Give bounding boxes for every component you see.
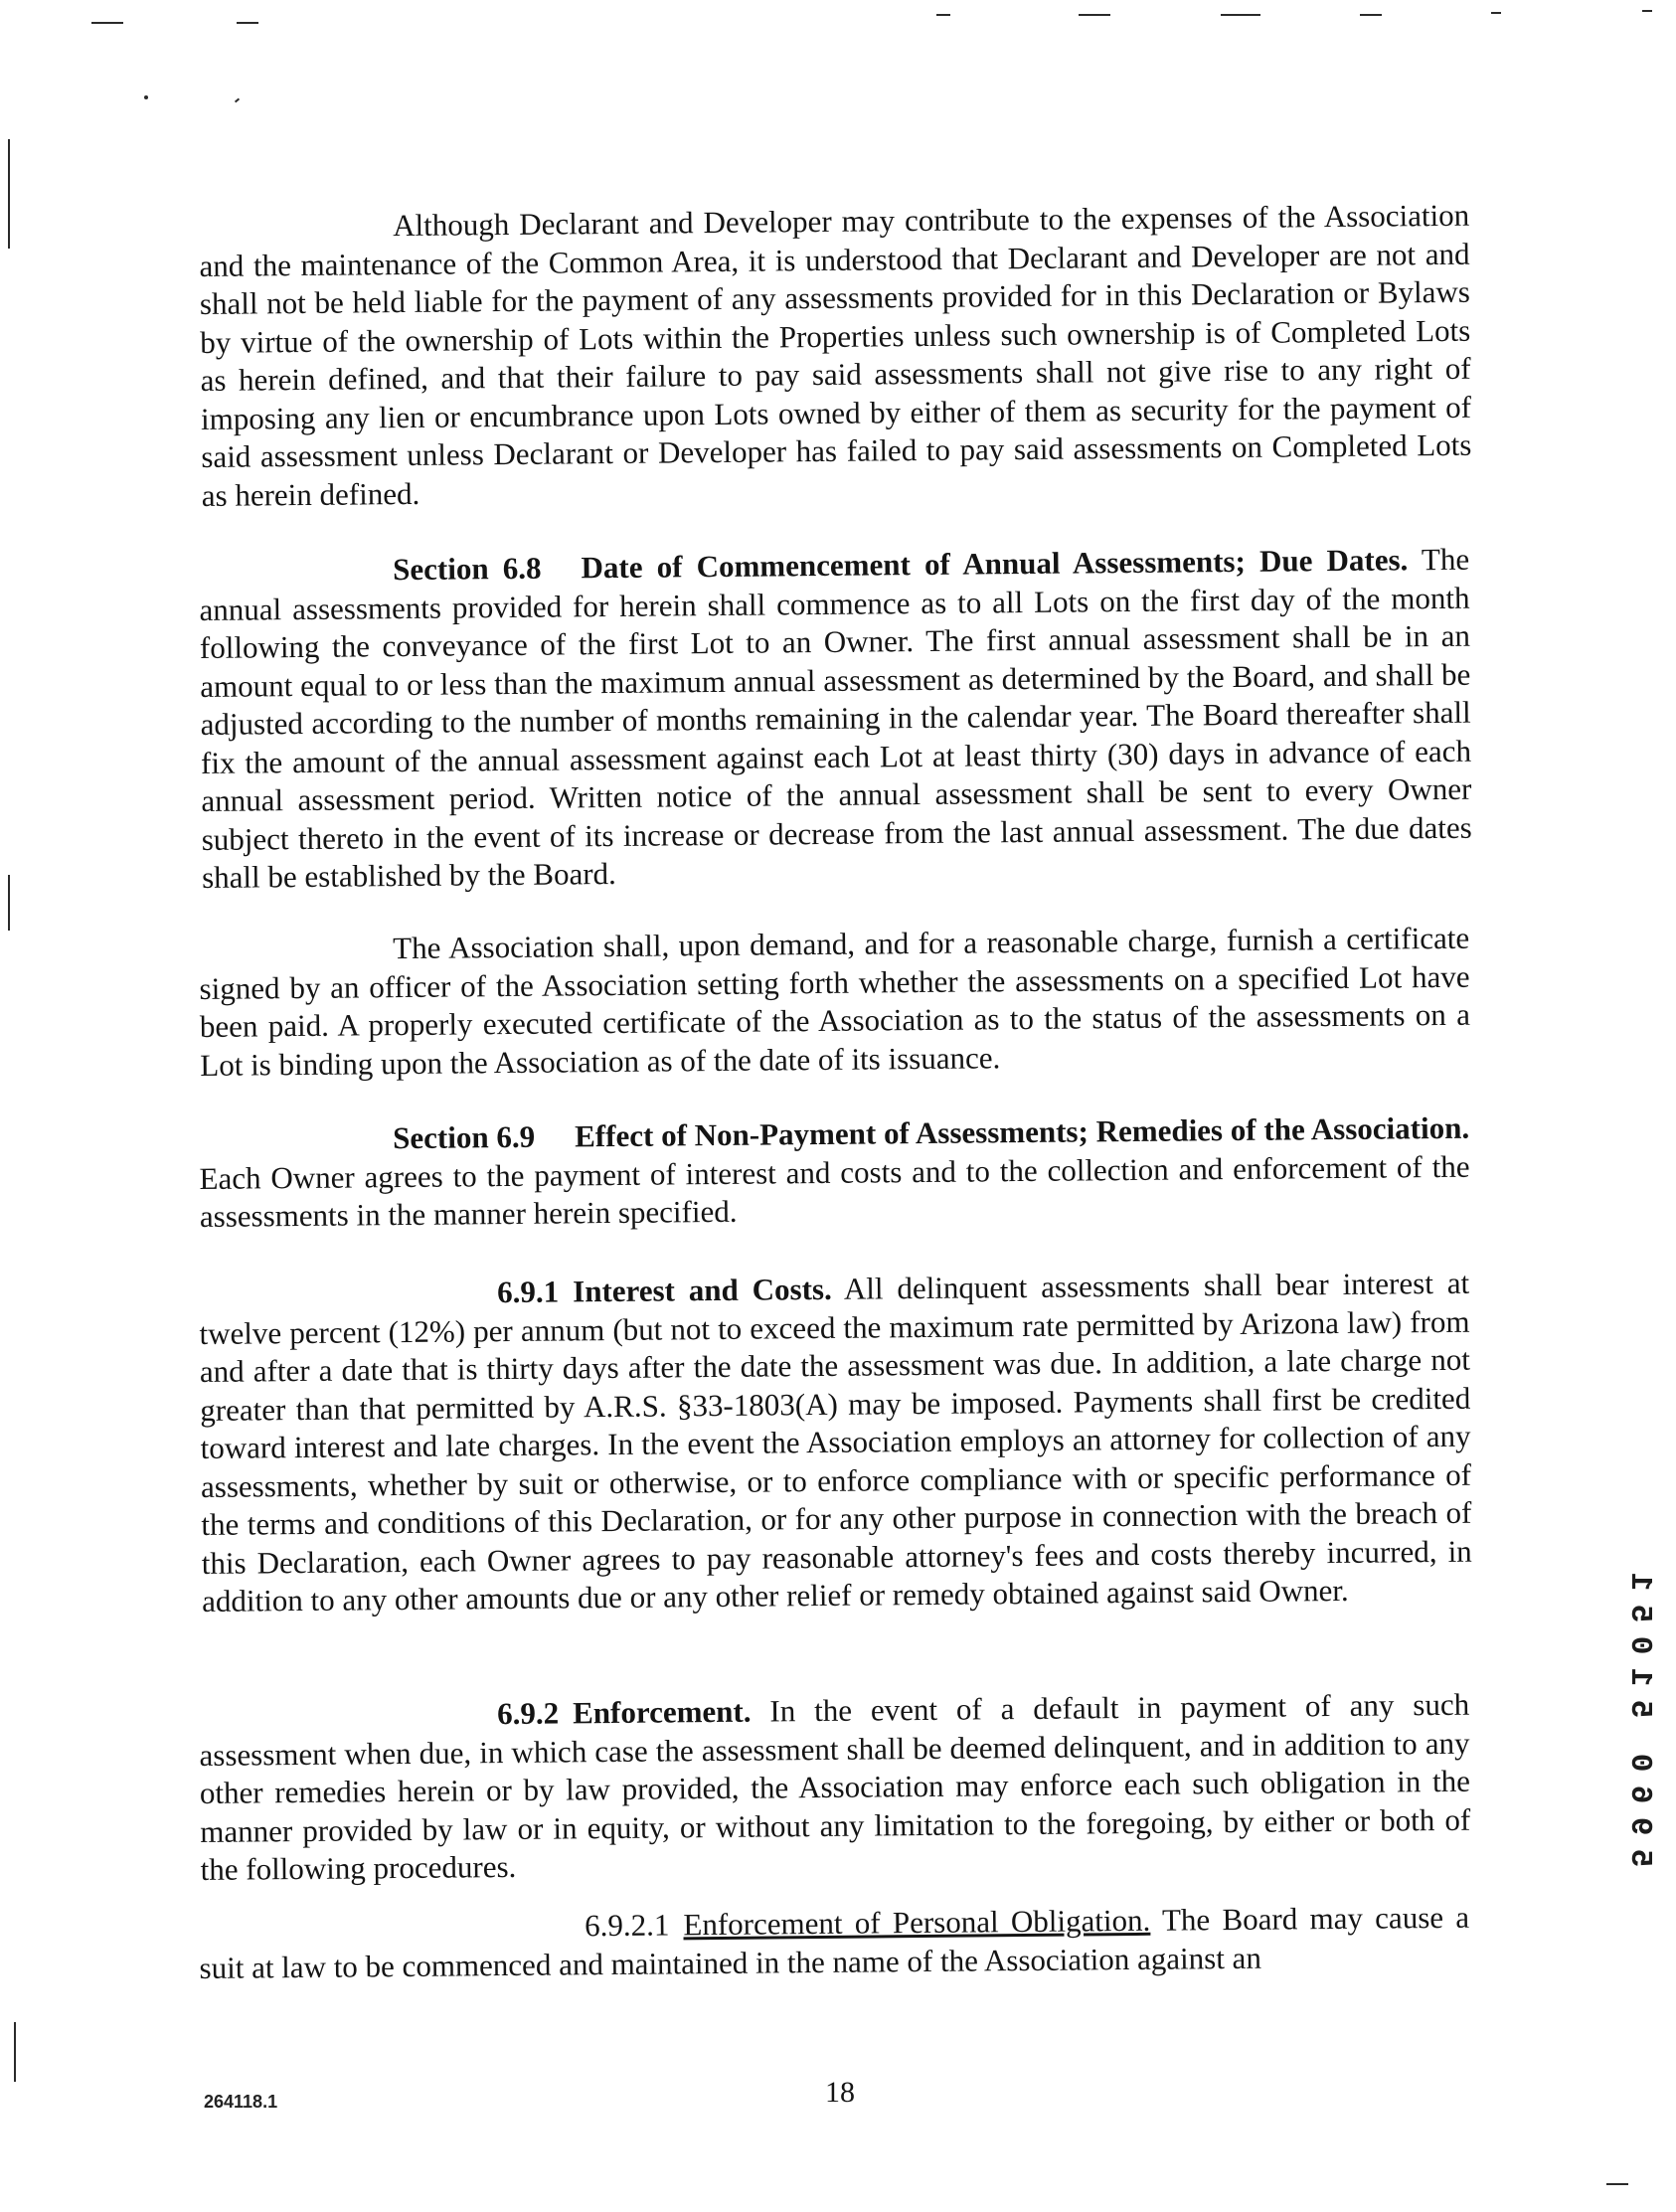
scan-mark-corner [1642,10,1652,12]
paragraph-developer-liability-text: Although Declarant and Developer may contribute to the expenses of the Association and the maintenance of the Common Area, it is understood that Declarant and Developer are not and shall not be held liable for the payment of any assessments provided for in this Declaration or Bylaws by virtue of the ownership of Lots within the Properties unless such ownership is of Completed Lots as herein defined, and that their failure to pay said assessments shall not give rise to any right of imposing any lien or encumbrance upon Lots owned by either of them as security for the payment of said assessment unless Declarant or Developer has failed to pay said assessments on Completed Lots as herein defined. [199,197,1472,513]
scan-mark-top-3 [1221,14,1260,16]
stamp-digit-3: 0 [1622,1635,1657,1655]
stamp-digit-5: 5 [1622,1699,1657,1719]
section-6-9-2 [199,1686,1471,1890]
scan-mark-dot-1 [144,95,148,99]
section-6-9-label: Section 6.9 [393,1118,536,1156]
stamp-digit-1: 1 [1622,1572,1657,1592]
section-6-9-1-body: All delinquent assessments shall bear interest at twelve percent (12%) per annum (but not to exceed the maximum rate permitted by Arizona law) from and after a date that is thirty days after the date the assessment was due. In addition, a late charge not greater than that permitted by A.R.S. §33-1803(A) may be imposed. Payments shall first be credited toward interest and late charges. In the event the Association employs an attorney for collection of any assessments, whether by suit or otherwise, or to enforce compliance with or specific performance of the terms and conditions of this Declaration, or for any other purpose in connection with the breach of this Declaration, each Owner agrees to pay reasonable attorney's fees and costs thereby incurred, in addition to any other amounts due or any other relief or remedy obtained against said Owner. [199,1265,1472,1618]
stamp-digit-4: 1 [1622,1667,1657,1687]
scan-mark-dot-2 [235,98,240,103]
section-6-9 [199,1109,1470,1237]
paragraph-certificate-text: The Association shall, upon demand, and for a reasonable charge, furnish a certificate signed by an officer of the Association setting forth whether the assessments on a specified Lot have been paid. A properly executed certificate of the Association as to the status of the assessments on a Lot is binding upon the Association as of the date of its issuance. [199,920,1471,1083]
section-6-8-label: Section 6.8 [393,550,542,588]
stamp-digit-7: 6 [1622,1785,1657,1804]
section-6-9-2-label: 6.9.2 [496,1695,560,1732]
stamp-digit-8: 9 [1622,1816,1657,1836]
scan-mark-top-4 [1360,14,1382,16]
scan-mark-top-left-2 [237,22,258,24]
section-6-8-heading: Date of Commencement of Annual Assessments; Due Dates. [581,542,1409,586]
scan-mark-top-2 [1079,14,1110,16]
section-6-9-heading: Effect of Non-Payment of Assessments; Remedies of the Association. [574,1109,1470,1154]
scan-mark-left-bar-3 [14,2022,16,2082]
section-6-9-1-label: 6.9.1 [496,1274,560,1310]
recording-number-stamp [1622,1566,1656,1874]
section-6-9-2-1-body: The Board may cause a suit at law to be commenced and maintained in the name of the Association against an [199,1899,1470,1985]
page-number: 18 [825,2076,855,2109]
section-6-9-2-1 [199,1899,1470,1987]
scan-mark-top-left-1 [91,22,123,24]
section-6-9-1-heading: Interest and Costs. [572,1271,832,1309]
section-6-8-body: The annual assessments provided for herein shall commence as to all Lots on the first day of the month following the conveyance of the first Lot to an Owner. The first annual assessment shall be in an amount equal to or less than the maximum annual assessment as determined by the Board, and shall be adjusted according to the number of months remaining in the calendar year. The Board thereafter shall fix the amount of the annual assessment against each Lot at least thirty (30) days in advance of each annual assessment period. Written notice of the annual assessment shall be sent to every Owner subject thereto in the event of its increase or decrease from the last annual assessment. The due dates shall be established by the Board. [199,541,1472,895]
document-id: 264118.1 [204,2092,278,2112]
section-6-8 [199,541,1472,898]
stamp-digit-9: 5 [1622,1848,1657,1868]
scan-mark-top-1 [936,14,950,16]
section-6-9-1 [199,1265,1472,1621]
scan-mark-left-bar-2 [8,875,10,931]
scan-mark-left-bar-1 [8,139,10,249]
section-6-9-2-1-label: 6.9.2.1 [584,1907,670,1944]
section-6-9-2-body: In the event of a default in payment of any such assessment when due, in which case the assessment shall be deemed delinquent, and in addition to any other remedies herein or by law provided, the Association may enforce each such obligation in the manner provided by law or in equity, or without any limitation to the foregoing, by either or both of the following procedures. [199,1686,1471,1887]
section-6-9-body: Each Owner agrees to the payment of interest and costs and to the collection and enforcement of the assessments in the manner herein specified. [199,1148,1470,1234]
section-6-9-2-1-heading: Enforcement of Personal Obligation. [683,1902,1151,1943]
paragraph-certificate [199,920,1470,1085]
scan-mark-top-5 [1491,12,1501,14]
section-6-9-2-heading: Enforcement. [572,1693,752,1731]
stamp-digit-2: 5 [1622,1604,1657,1623]
stamp-digit-6: 0 [1622,1753,1657,1773]
paragraph-developer-liability [199,197,1472,515]
scan-mark-bottom-right [1606,2183,1628,2185]
